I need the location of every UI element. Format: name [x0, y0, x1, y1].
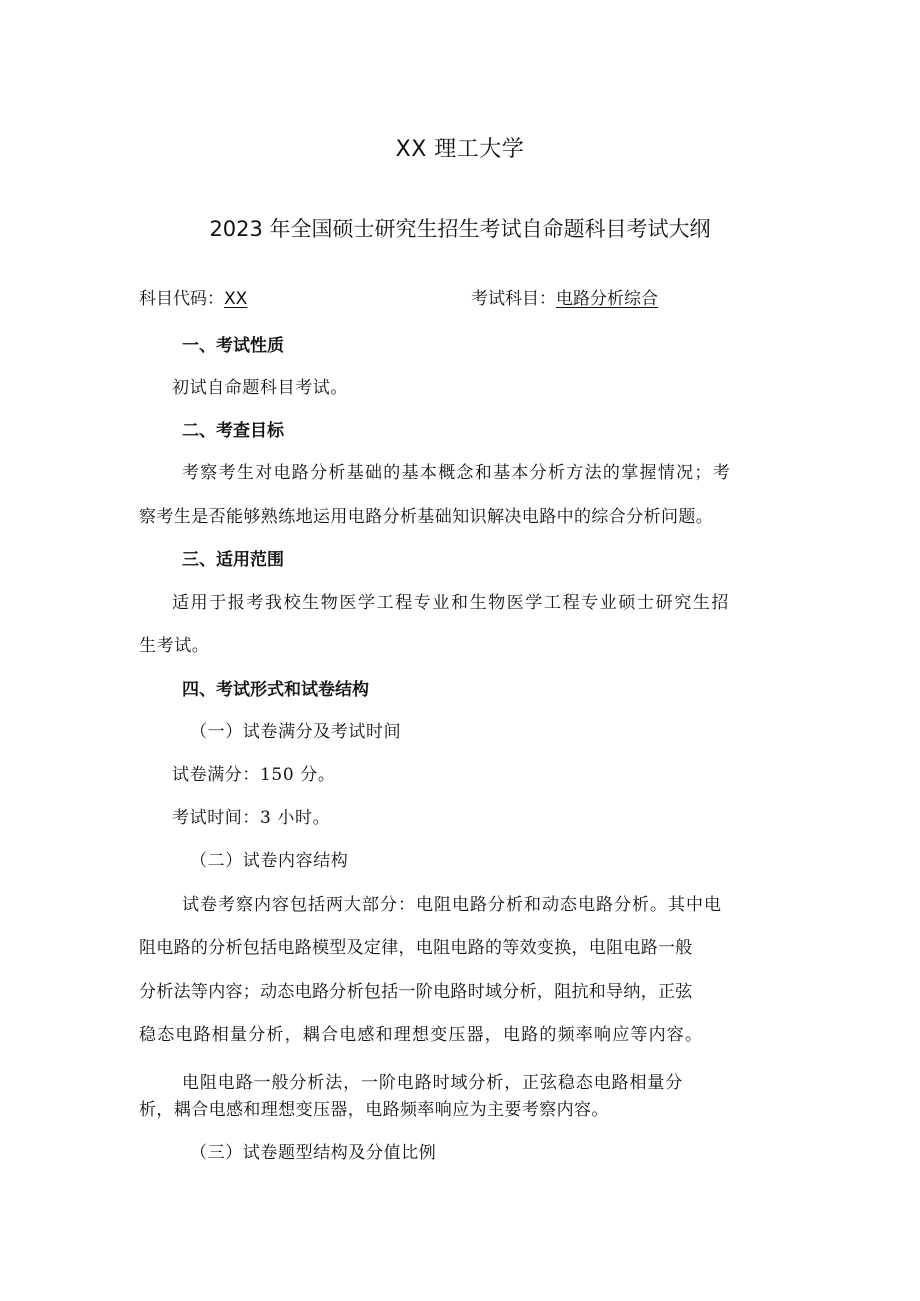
subsection-question-types: （三）试卷题型结构及分值比例 [190, 1143, 437, 1163]
exam-subject [471, 284, 658, 309]
subject-code [139, 284, 247, 309]
total-score: 试卷满分：150 分。 [172, 765, 336, 785]
exam-subject-value: 电路分析综合 [556, 289, 658, 309]
section-heading-format: 四、考试形式和试卷结构 [182, 680, 369, 700]
section-heading-nature: 一、考试性质 [182, 336, 284, 356]
content-line-2: 阻电路的分析包括电路模型及定律，电阻电路的等效变换，电阻电路一般 [139, 938, 693, 958]
content-line-1: 试卷考察内容包括两大部分：电阻电路分析和动态电路分析。其中电 [182, 895, 722, 915]
subject-code-value: XX [224, 289, 248, 309]
section-heading-objective: 二、考查目标 [182, 421, 284, 441]
content-line-3: 分析法等内容；动态电路分析包括一阶电路时域分析，阻抗和导纳，正弦 [139, 982, 693, 1002]
university-title: XX 理工大学 [395, 137, 525, 162]
section-text-nature: 初试自命题科目考试。 [172, 378, 348, 398]
subsection-content-structure: （二）试卷内容结构 [190, 851, 349, 871]
focus-line-1: 电阻电路一般分析法，一阶电路时域分析，正弦稳态电路相量分 [182, 1073, 684, 1093]
subsection-score-time: （一）试卷满分及考试时间 [190, 722, 402, 742]
objective-line-2: 察考生是否能够熟练地运用电路分析基础知识解决电路中的综合分析问题。 [139, 507, 714, 527]
content-line-4: 稳态电路相量分析，耦合电感和理想变压器，电路的频率响应等内容。 [139, 1025, 704, 1045]
exam-subject-label: 考试科目： [471, 289, 556, 309]
section-heading-scope: 三、适用范围 [182, 550, 284, 570]
scope-line-1: 适用于报考我校生物医学工程专业和生物医学工程专业硕士研究生招 [172, 593, 730, 613]
scope-line-2: 生考试。 [139, 636, 210, 656]
exam-duration: 考试时间：3 小时。 [172, 808, 331, 828]
subject-code-label: 科目代码： [139, 289, 224, 309]
objective-line-1: 考察考生对电路分析基础的基本概念和基本分析方法的掌握情况；考 [182, 463, 731, 483]
focus-line-2: 析，耦合电感和理想变压器，电路频率响应为主要考察内容。 [139, 1100, 609, 1120]
document-title: 2023 年全国硕士研究生招生考试自命题科目考试大纲 [209, 217, 711, 241]
